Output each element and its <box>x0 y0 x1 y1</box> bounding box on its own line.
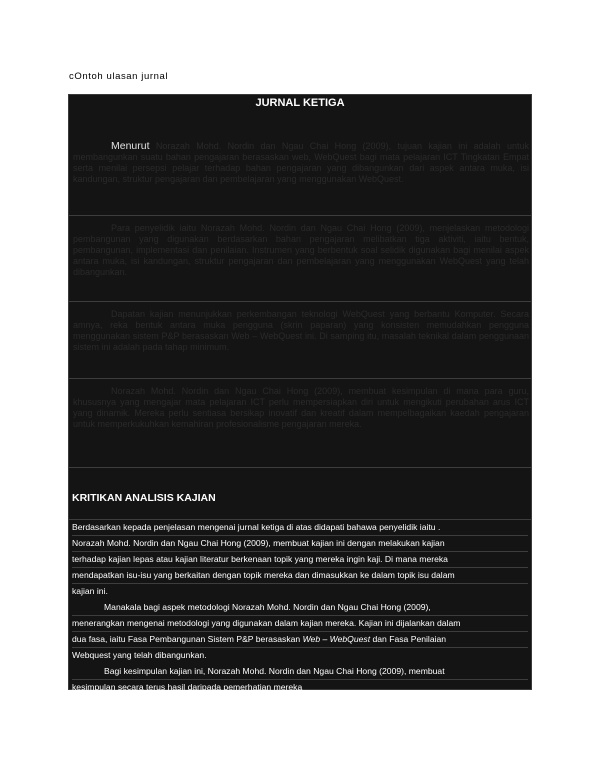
critique-line: mendapatkan isu-isu yang berkaitan dengan topik mereka dan dimasukkan ke dalam topik isu dalam <box>72 568 528 584</box>
row-divider <box>69 378 531 379</box>
journal-panel <box>68 94 532 690</box>
section-heading: KRITIKAN ANALISIS KAJIAN <box>72 492 216 504</box>
faded-paragraph-2: Para penyelidik iaitu Norazah Mohd. Nordin dan Ngau Chai Hong (2009), menjelaskan metodologi pembangunan yang digunakan berdasarkan bahan pengajaran melibatkan tiga aktiviti, iaitu bentuk, pembangunan, implementasi dan penilaian. Instrumen yang berbentuk soal selidik digunakan bagi menilai aspek antara muka, isi kandungan, struktur pengajaran dan pembelajaran yang menggunakan WebQuest yang telah dibangunkan. <box>73 223 529 277</box>
critique-paragraph-3 <box>72 664 528 696</box>
row-divider <box>69 467 531 468</box>
critique-text: dua fasa, iaitu Fasa Pembangunan Sistem P&P berasaskan <box>72 634 301 644</box>
critique-paragraph-1 <box>72 520 528 600</box>
journal-title: JURNAL KETIGA <box>255 97 345 109</box>
row-divider <box>69 215 531 216</box>
critique-line: Berdasarkan kepada penjelasan mengenai jurnal ketiga di atas didapati bahawa penyelidik iaitu . <box>72 520 528 536</box>
faded-paragraph-4: Norazah Mohd. Nordin dan Ngau Chai Hong (2009), membuat kesimpulan di mana para guru, khususnya yang mengajar mata pelajaran ICT perlu mempersiapkan diri untuk mengikuti perubahan arus ICT yang dinamik. Mereka perlu sentiasa bersikap inovatif dan kreatif dalam mempelbagaikan kaedah pengajaran untuk memperkukuhkan kemahiran profesionalisme pengajaran mereka. <box>73 386 529 429</box>
critique-line: Webquest yang telah dibangunkan. <box>72 650 207 660</box>
critique-paragraph-2 <box>72 600 528 664</box>
faded-paragraph-1 <box>73 141 529 185</box>
faded-paragraph-3: Dapatan kajian menunjukkan perkembangan teknologi WebQuest yang berbantu Komputer. Secara amnya, reka bentuk antara muka pengguna (skrin paparan) yang konsisten memudahkan pengguna menggunakan sistem P&P berasaskan Web – WebQuest ini. Di samping itu, masalah teknikal dalam penggunaan sistem ini adalah pada tahap minimum. <box>73 309 529 352</box>
faded-text-1: Norazah Mohd. Nordin dan Ngau Chai Hong (2009), tujuan kajian ini adalah untuk membangunkan suatu bahan pengajaran berasaskan web, WebQuest bagi mata pelajaran ICT Tingkatan Empat serta menilai persepsi pelajar terhadap bahan pengajaran yang dibangunkan dari aspek antara muka, isi kandungan, struktur pengajaran dan pembelajaran yang menggunakan WebQuest. <box>73 141 529 184</box>
critique-italic: Web – WebQuest <box>302 634 371 644</box>
critique-line: menerangkan mengenai metodologi yang digunakan dalam kajian mereka. Kajian ini dijalankan dalam <box>72 616 528 632</box>
document-label: cOntoh ulasan jurnal <box>69 71 169 82</box>
row-divider <box>69 301 531 302</box>
critique-line: Bagi kesimpulan kajian ini, Norazah Mohd. Nordin dan Ngau Chai Hong (2009), membuat <box>72 664 528 680</box>
critique-text: dan Fasa Penilaian <box>370 634 447 644</box>
critique-line: terhadap kajian lepas atau kajian literatur berkenaan topik yang mereka ingin kaji. Di mana mereka <box>72 552 528 568</box>
critique-line: kajian ini. <box>72 586 108 596</box>
critique-line: Norazah Mohd. Nordin dan Ngau Chai Hong (2009), membuat kajian ini dengan melakukan kajian <box>72 536 528 552</box>
intro-lead: Menurut <box>111 140 150 152</box>
critique-line: kesimpulan secara terus hasil daripada pemerhatian mereka <box>72 682 303 692</box>
critique-line: Manakala bagi aspek metodologi Norazah Mohd. Nordin dan Ngau Chai Hong (2009), <box>72 600 528 616</box>
critique-line <box>72 632 528 648</box>
